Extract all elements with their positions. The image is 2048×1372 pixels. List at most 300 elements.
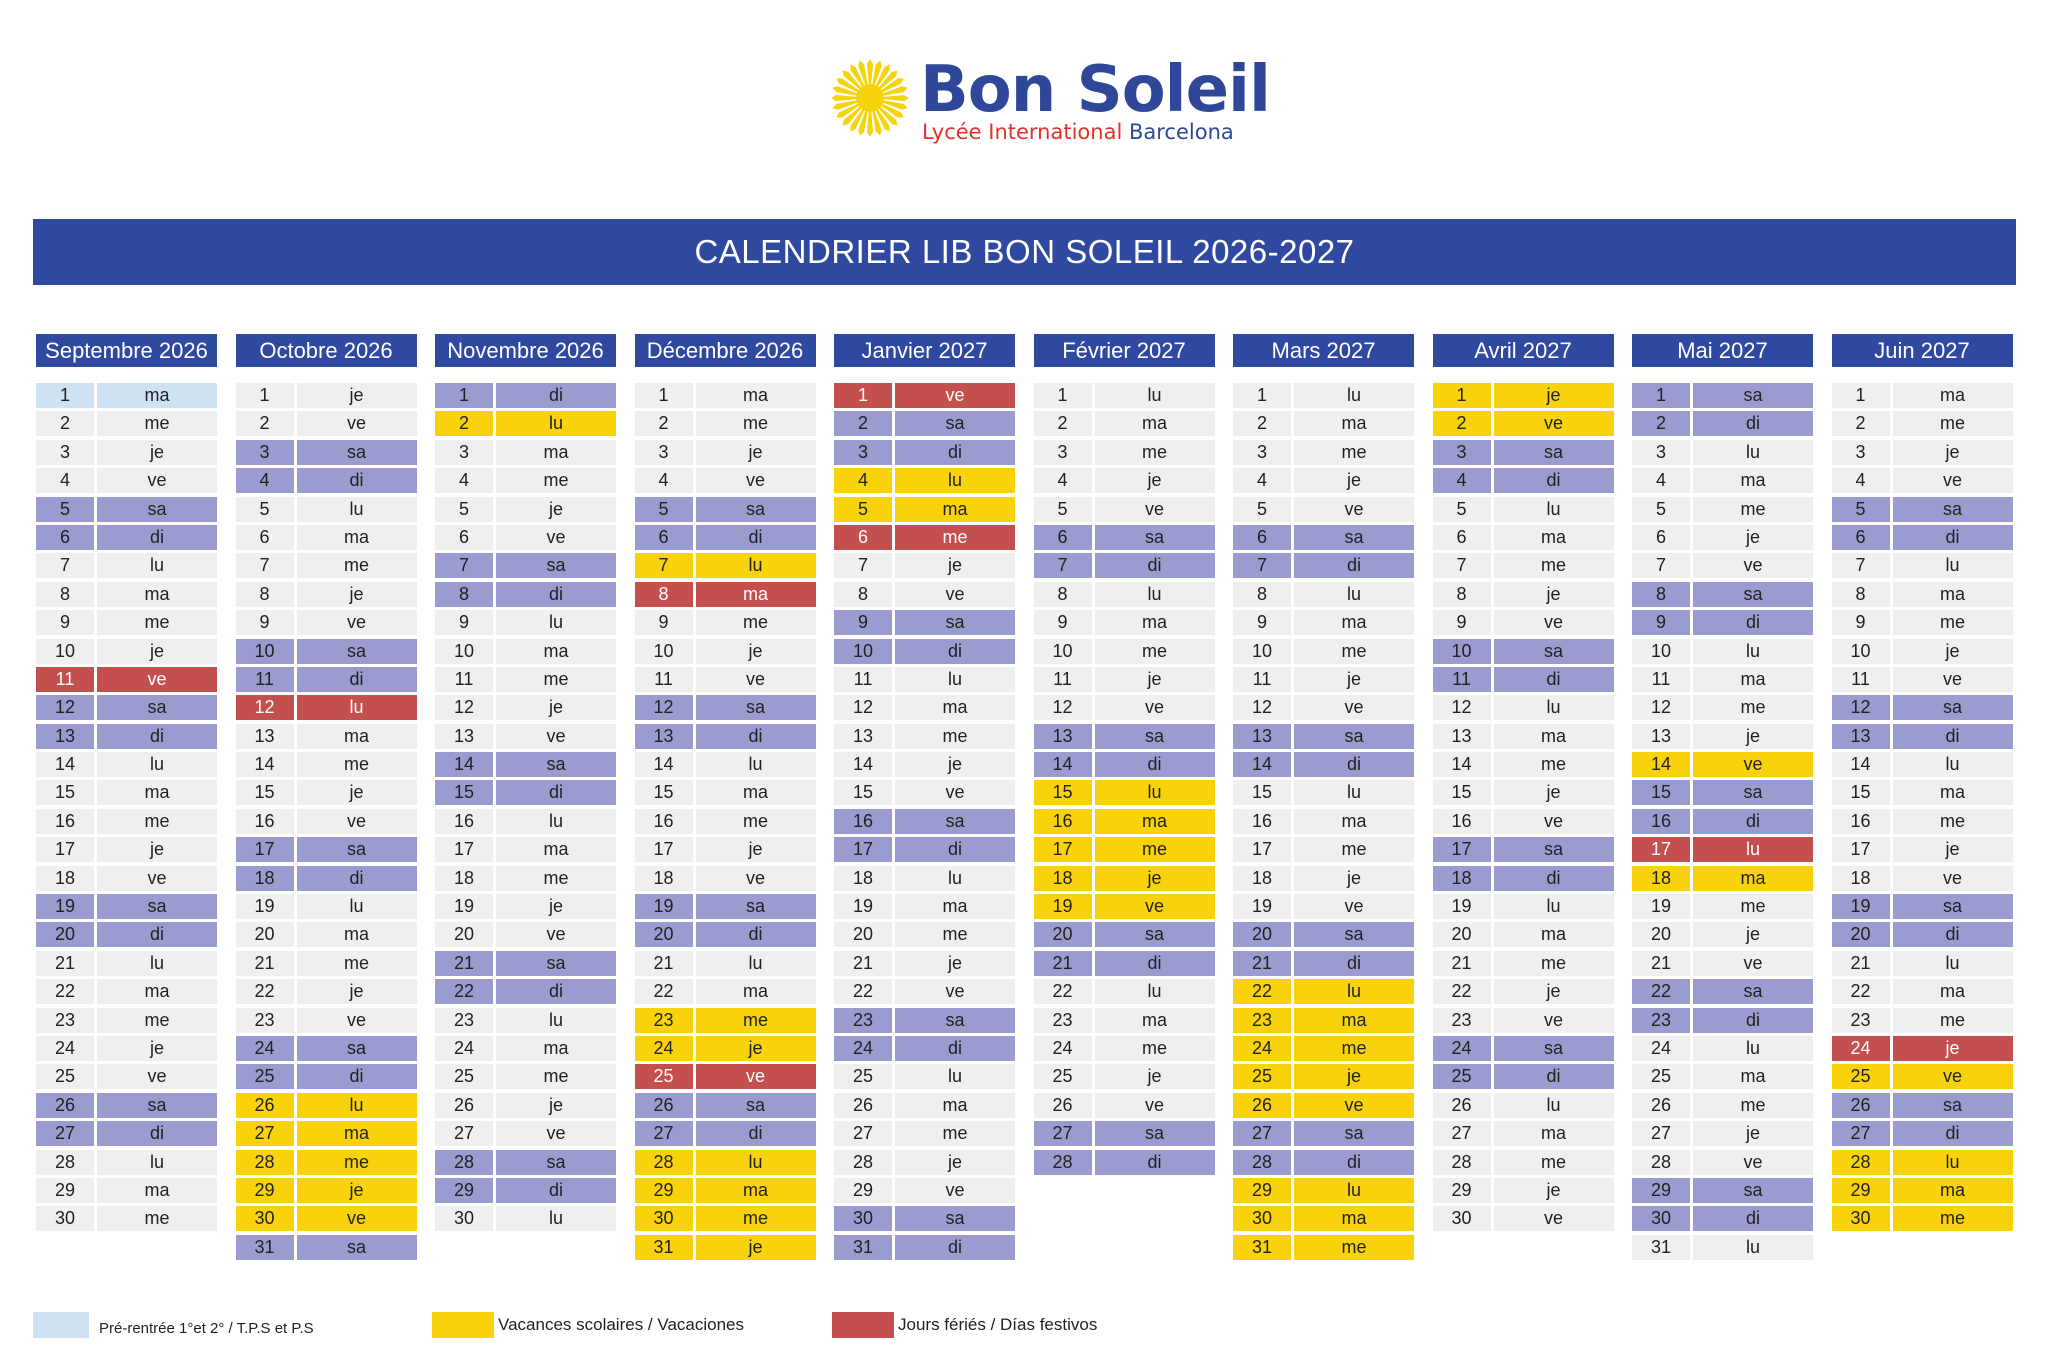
day-row [834,383,1015,411]
day-number: 23 [36,1008,94,1033]
day-row [1832,525,2013,553]
day-number: 14 [1433,752,1491,777]
day-row [834,468,1015,496]
day-weekday: ma [1693,667,1813,692]
day-row [635,922,816,950]
logo-tagline-city: Barcelona [1128,120,1234,144]
day-weekday: lu [1294,979,1414,1004]
day-weekday: di [1693,809,1813,834]
day-row [1233,639,1414,667]
day-number: 16 [435,809,493,834]
day-number: 2 [834,411,892,436]
day-weekday: di [97,1121,217,1146]
day-weekday: lu [1494,894,1614,919]
day-row [36,724,217,752]
day-weekday: ma [1494,1121,1614,1146]
day-weekday: me [1494,553,1614,578]
day-number: 2 [1433,411,1491,436]
day-row [635,1150,816,1178]
day-weekday: sa [97,894,217,919]
sun-logo-icon [830,58,910,138]
day-weekday: je [297,979,417,1004]
day-weekday: sa [97,497,217,522]
day-weekday: ve [297,809,417,834]
day-number: 16 [635,809,693,834]
day-weekday: ma [97,582,217,607]
day-number: 9 [834,610,892,635]
day-number: 16 [236,809,294,834]
day-row [1632,582,1813,610]
day-weekday: je [696,1235,816,1260]
day-number: 2 [1632,411,1690,436]
day-row [236,383,417,411]
day-number: 13 [1034,724,1092,749]
day-weekday: ma [496,1036,616,1061]
day-row [635,979,816,1007]
legend-label-vacation: Vacances scolaires / Vacaciones [498,1315,744,1334]
day-row [834,553,1015,581]
day-number: 17 [1433,837,1491,862]
day-row [1832,667,2013,695]
day-number: 31 [635,1235,693,1260]
day-row [435,1064,616,1092]
day-row [236,1093,417,1121]
day-number: 28 [1034,1150,1092,1175]
day-weekday: sa [895,1008,1015,1033]
day-weekday: di [97,724,217,749]
day-number: 12 [1233,695,1291,720]
day-row [36,383,217,411]
day-row [635,1008,816,1036]
day-number: 14 [1832,752,1890,777]
day-weekday: lu [496,411,616,436]
day-number: 21 [1034,951,1092,976]
day-number: 7 [1034,553,1092,578]
day-row [36,525,217,553]
day-number: 5 [1832,497,1890,522]
day-weekday: sa [1095,724,1215,749]
day-row [36,553,217,581]
day-row [635,383,816,411]
day-weekday: lu [696,951,816,976]
day-row [834,780,1015,808]
day-number: 13 [1832,724,1890,749]
day-weekday: je [1693,525,1813,550]
day-number: 7 [1832,553,1890,578]
day-number: 1 [1034,383,1092,408]
day-row [834,809,1015,837]
day-row [1632,440,1813,468]
day-weekday: je [696,639,816,664]
day-weekday: ma [1095,411,1215,436]
day-weekday: di [297,468,417,493]
day-row [834,979,1015,1007]
day-number: 12 [1632,695,1690,720]
day-weekday: lu [1095,780,1215,805]
day-row [1233,1008,1414,1036]
day-number: 5 [1433,497,1491,522]
month-column [36,334,217,1235]
day-weekday: ve [1893,1064,2013,1089]
day-row [236,951,417,979]
day-number: 15 [834,780,892,805]
month-header: Janvier 2027 [834,334,1015,367]
day-number: 28 [236,1150,294,1175]
month-header: Décembre 2026 [635,334,816,367]
day-weekday: me [696,1008,816,1033]
day-row [1632,809,1813,837]
month-column [1832,334,2013,1235]
day-number: 24 [435,1036,493,1061]
day-number: 4 [1832,468,1890,493]
day-number: 4 [1034,468,1092,493]
day-number: 21 [1832,951,1890,976]
day-row [435,922,616,950]
day-row [1433,468,1614,496]
day-number: 12 [1433,695,1491,720]
day-number: 4 [635,468,693,493]
day-list [435,383,616,1235]
day-row [36,1206,217,1234]
day-weekday: lu [297,695,417,720]
day-weekday: me [895,922,1015,947]
day-weekday: di [1693,1008,1813,1033]
day-weekday: ve [696,1064,816,1089]
day-row [435,724,616,752]
day-row [1433,553,1614,581]
day-weekday: ve [895,979,1015,1004]
day-row [1433,639,1614,667]
day-weekday: ve [1294,894,1414,919]
day-weekday: ma [297,922,417,947]
day-number: 11 [236,667,294,692]
day-row [1632,695,1813,723]
day-row [1233,695,1414,723]
day-weekday: me [1095,1036,1215,1061]
day-number: 22 [1433,979,1491,1004]
day-row [435,582,616,610]
day-row [435,440,616,468]
day-row [435,1206,616,1234]
day-number: 30 [1233,1206,1291,1231]
day-number: 28 [1433,1150,1491,1175]
month-column [1034,334,1215,1178]
day-number: 9 [1233,610,1291,635]
day-weekday: sa [297,837,417,862]
day-number: 14 [36,752,94,777]
day-number: 17 [1233,837,1291,862]
day-number: 20 [36,922,94,947]
day-weekday: ve [696,468,816,493]
day-number: 26 [635,1093,693,1118]
day-number: 20 [635,922,693,947]
day-row [1034,780,1215,808]
day-number: 29 [1233,1178,1291,1203]
day-number: 23 [236,1008,294,1033]
logo-tagline-school: Lycée International [922,120,1123,144]
day-row [1233,724,1414,752]
day-weekday: lu [696,1150,816,1175]
day-list [635,383,816,1263]
day-row [1233,440,1414,468]
day-number: 20 [1433,922,1491,947]
day-row [435,1093,616,1121]
day-row [1832,951,2013,979]
day-weekday: ma [696,979,816,1004]
day-number: 20 [834,922,892,947]
day-number: 11 [1832,667,1890,692]
day-weekday: ma [895,894,1015,919]
day-row [834,866,1015,894]
day-weekday: di [1494,468,1614,493]
day-weekday: di [895,639,1015,664]
day-weekday: ma [297,1121,417,1146]
day-weekday: ma [895,1093,1015,1118]
day-number: 18 [1233,866,1291,891]
day-weekday: ve [1494,610,1614,635]
day-number: 21 [1632,951,1690,976]
day-weekday: sa [895,411,1015,436]
day-row [1632,780,1813,808]
day-row [435,780,616,808]
day-row [834,411,1015,439]
day-row [635,525,816,553]
day-weekday: ve [496,1121,616,1146]
day-row [635,695,816,723]
day-weekday: me [1893,610,2013,635]
day-number: 22 [1632,979,1690,1004]
day-weekday: ve [1494,809,1614,834]
day-weekday: me [895,1121,1015,1146]
day-row [1632,837,1813,865]
day-weekday: sa [1294,922,1414,947]
day-weekday: di [1693,411,1813,436]
day-weekday: ma [1494,525,1614,550]
day-row [834,951,1015,979]
day-weekday: ve [97,1064,217,1089]
day-row [1832,1008,2013,1036]
day-weekday: je [1294,1064,1414,1089]
day-row [1233,1206,1414,1234]
day-weekday: je [1494,383,1614,408]
day-number: 18 [1034,866,1092,891]
day-weekday: je [895,752,1015,777]
day-row [1034,695,1215,723]
day-weekday: ma [297,525,417,550]
day-row [834,1206,1015,1234]
day-weekday: ve [895,383,1015,408]
day-weekday: lu [1294,383,1414,408]
day-weekday: lu [1294,582,1414,607]
day-weekday: lu [297,894,417,919]
day-number: 14 [1632,752,1690,777]
day-row [1832,979,2013,1007]
day-number: 17 [635,837,693,862]
day-weekday: sa [496,553,616,578]
day-number: 20 [1034,922,1092,947]
legend-swatch-vacation [432,1312,494,1338]
day-row [1233,809,1414,837]
day-number: 18 [1433,866,1491,891]
day-row [236,1064,417,1092]
day-row [1233,951,1414,979]
day-number: 15 [236,780,294,805]
day-row [36,667,217,695]
day-row [1034,1121,1215,1149]
day-row [236,1150,417,1178]
day-number: 6 [1433,525,1491,550]
day-weekday: sa [297,1235,417,1260]
day-weekday: me [1693,497,1813,522]
day-row [1233,1036,1414,1064]
day-number: 9 [36,610,94,635]
day-row [1632,724,1813,752]
day-row [1433,1064,1614,1092]
day-row [635,1235,816,1263]
day-weekday: ve [895,582,1015,607]
school-logo [830,52,1270,152]
day-weekday: lu [696,752,816,777]
day-number: 25 [36,1064,94,1089]
day-number: 7 [1632,553,1690,578]
day-row [1233,383,1414,411]
day-number: 2 [36,411,94,436]
day-weekday: je [496,497,616,522]
day-weekday: je [1494,582,1614,607]
day-weekday: ma [1294,411,1414,436]
day-weekday: lu [1893,553,2013,578]
day-weekday: di [1095,752,1215,777]
day-weekday: ma [1095,1008,1215,1033]
day-row [36,1064,217,1092]
day-number: 13 [1433,724,1491,749]
day-row [1034,667,1215,695]
day-row [435,383,616,411]
day-row [635,1093,816,1121]
day-number: 12 [1034,695,1092,720]
day-weekday: di [1494,866,1614,891]
day-number: 7 [1233,553,1291,578]
day-number: 1 [36,383,94,408]
legend-swatch-prerentree [33,1312,89,1338]
day-row [1433,724,1614,752]
day-number: 29 [1433,1178,1491,1203]
sun-core [856,84,884,112]
day-weekday: ve [696,667,816,692]
day-number: 22 [834,979,892,1004]
day-row [1233,922,1414,950]
day-weekday: lu [297,1093,417,1118]
day-row [1034,1064,1215,1092]
day-row [635,639,816,667]
day-number: 9 [1632,610,1690,635]
day-row [1832,837,2013,865]
day-row [834,752,1015,780]
day-number: 15 [635,780,693,805]
day-weekday: me [696,411,816,436]
day-number: 6 [435,525,493,550]
day-number: 16 [834,809,892,834]
day-number: 3 [1233,440,1291,465]
day-row [1632,979,1813,1007]
day-row [834,1150,1015,1178]
day-row [36,610,217,638]
day-weekday: me [1693,894,1813,919]
day-row [36,497,217,525]
day-number: 5 [236,497,294,522]
day-row [36,837,217,865]
day-weekday: di [1494,667,1614,692]
day-number: 12 [834,695,892,720]
day-weekday: me [1095,639,1215,664]
day-weekday: ma [1294,1008,1414,1033]
day-number: 14 [1233,752,1291,777]
day-number: 10 [834,639,892,664]
day-number: 23 [635,1008,693,1033]
day-weekday: me [1893,1206,2013,1231]
day-row [1433,951,1614,979]
day-list [36,383,217,1235]
day-row [1034,497,1215,525]
day-number: 8 [435,582,493,607]
day-weekday: sa [496,1150,616,1175]
day-number: 16 [36,809,94,834]
day-list [834,383,1015,1263]
day-weekday: sa [1893,1093,2013,1118]
day-row [1832,894,2013,922]
day-number: 18 [635,866,693,891]
day-row [1832,553,2013,581]
day-number: 21 [435,951,493,976]
day-weekday: me [696,1206,816,1231]
day-row [236,1121,417,1149]
day-row [1832,780,2013,808]
day-row [635,582,816,610]
day-number: 24 [1433,1036,1491,1061]
day-list [1034,383,1215,1178]
day-weekday: me [1294,440,1414,465]
day-weekday: sa [1095,922,1215,947]
day-weekday: sa [1693,383,1813,408]
day-number: 19 [236,894,294,919]
day-weekday: sa [1494,639,1614,664]
month-column [635,334,816,1263]
day-weekday: je [297,1178,417,1203]
day-weekday: di [1693,1206,1813,1231]
day-row [1632,497,1813,525]
day-number: 15 [1433,780,1491,805]
day-row [435,468,616,496]
day-row [435,1008,616,1036]
day-weekday: ma [97,383,217,408]
day-number: 28 [635,1150,693,1175]
day-number: 15 [435,780,493,805]
day-number: 30 [635,1206,693,1231]
day-number: 18 [834,866,892,891]
day-number: 1 [1433,383,1491,408]
day-number: 9 [1433,610,1491,635]
day-weekday: je [696,440,816,465]
day-row [1034,894,1215,922]
day-row [635,1036,816,1064]
day-number: 5 [834,497,892,522]
month-header: Septembre 2026 [36,334,217,367]
day-number: 30 [1832,1206,1890,1231]
day-number: 10 [635,639,693,664]
logo-brand-name: Bon Soleil [920,53,1270,127]
day-number: 29 [236,1178,294,1203]
day-number: 9 [1832,610,1890,635]
